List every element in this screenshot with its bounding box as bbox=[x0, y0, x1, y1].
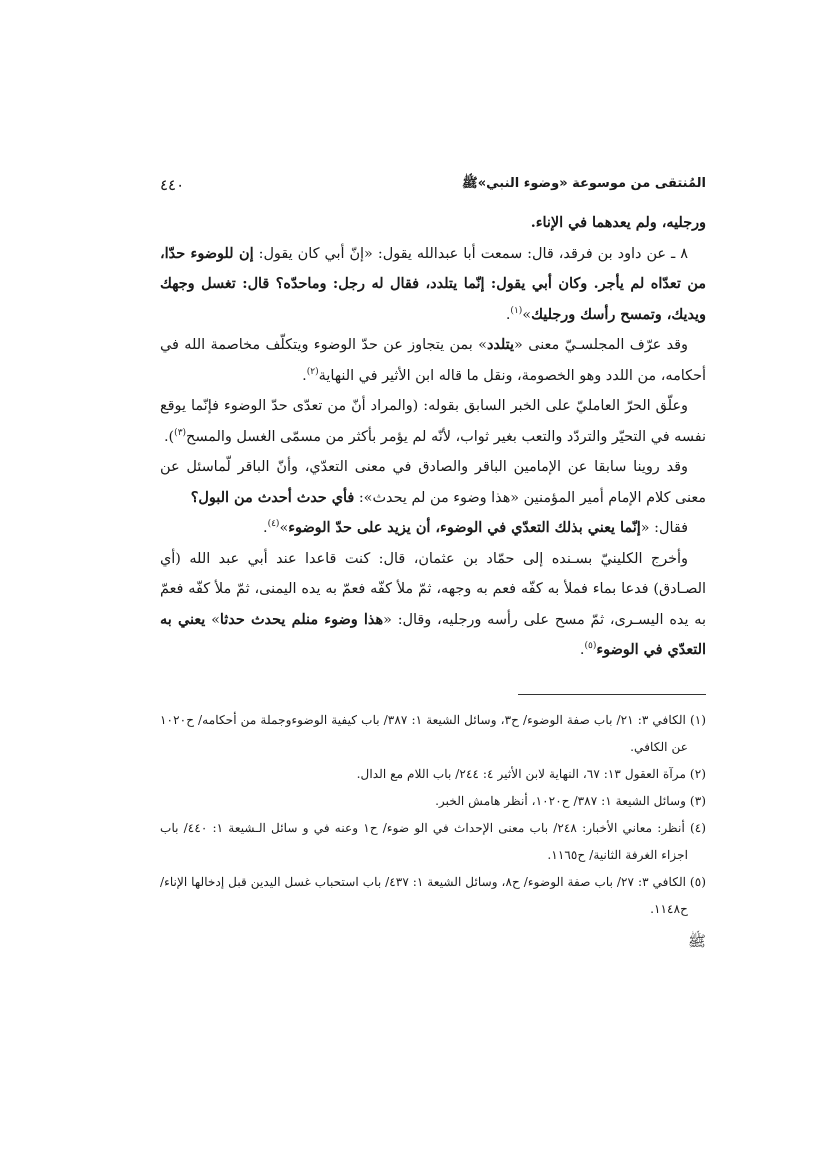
footnote-4 bbox=[160, 815, 706, 869]
bold-span: يتلدد bbox=[486, 336, 515, 353]
header-title: المُنتقى من موسوعة «وضوء النبي»ﷺ bbox=[462, 176, 706, 191]
footnotes bbox=[160, 707, 706, 923]
footnote-3 bbox=[160, 788, 706, 815]
text-span: » bbox=[279, 520, 289, 536]
footnote-number: (٣) bbox=[689, 793, 706, 808]
footnote-text: وسائل الشيعة ١: ٣٨٧/ ح١٠٢٠، أنظر هامش الخبر. bbox=[435, 793, 687, 808]
text-span: . bbox=[302, 367, 307, 384]
text-span: » bbox=[522, 306, 532, 323]
footnote-number: (٢) bbox=[689, 766, 706, 781]
text-span: وقد روينا سابقا عن الإمامين الباقر والصادق في معنى التعدّي، وأنّ الباقر لّماسئل عن معنى كلام الإمام أمير المؤمنين «هذا وضوء من لم يحدث»: bbox=[160, 459, 706, 506]
footnote-ref[interactable]: (٢) bbox=[306, 366, 319, 377]
paragraph-5 bbox=[160, 452, 706, 513]
footnote-ref[interactable]: (٤) bbox=[267, 519, 280, 530]
footnote-number: (١) bbox=[689, 712, 707, 727]
footnote-ref[interactable]: (٣) bbox=[174, 427, 187, 438]
bold-span: يعني به التعدّي في الوضوء bbox=[160, 610, 706, 658]
footnote-text: أنظر: معاني الأخبار: ٢٤٨/ باب معنى الإحداث في الو ضوء/ ح١ وعنه في و سائل الـشيعة ١: ٤٤٠/ باب اجزاء الغرفة الثانية/ ح١١٦٥. bbox=[160, 820, 688, 862]
text-span: » bbox=[205, 611, 220, 628]
text-span: ٨ ـ عن داود بن فرقد، قال: سمعت أبا عبدالله يقول: «إنّ أبي كان يقول: bbox=[253, 245, 688, 262]
footnote-1 bbox=[160, 707, 706, 761]
footnote-2 bbox=[160, 761, 706, 788]
paragraph-3 bbox=[160, 330, 706, 391]
text-span: وعلّق الحرّ العامليّ على الخبر السابق بقوله: (والمراد أنّ من تعدّى حدّ الوضوء فإنّما يوقع نفسه في التحيّر والتردّد والتعب بغير ثواب، لأنّه لم يؤمر بأكثر من مسمّى الغسل والمسح bbox=[160, 398, 706, 445]
bold-span: ورجليه، ولم يعدهما في الإناء. bbox=[530, 214, 706, 231]
footnote-number: (٥) bbox=[689, 874, 706, 889]
bold-span: إنّما يعني بذلك التعدّي في الوضوء، أن يزيد على حدّ الوضوء bbox=[288, 519, 641, 536]
paragraph-6 bbox=[160, 513, 706, 544]
paragraph-1 bbox=[160, 208, 706, 239]
footnote-ref[interactable]: (٥) bbox=[584, 641, 597, 652]
footnote-number: (٤) bbox=[689, 820, 707, 835]
paragraph-7 bbox=[160, 544, 706, 666]
text-span: » بمن يتجاوز عن حدّ الوضوء ويتكلّف مخاصمة الله في أحكامه، من اللدد وهو الخصومة، ونقل ما قاله ابن الأثير في النهاية bbox=[160, 337, 706, 384]
bold-span: إن للوضوء حدّا، من تعدّاه لم يأجر. وكان أبي يقول: إنّما يتلدد، فقال له رجل: وماحدّه؟ قال: تغسل وجهك ويديك، وتمسح رأسك ورجليك bbox=[160, 244, 706, 323]
text-span: . bbox=[505, 306, 511, 323]
text-span: ). bbox=[163, 428, 175, 445]
footnote-5 bbox=[160, 869, 706, 923]
main-text bbox=[160, 208, 706, 666]
page bbox=[160, 175, 706, 951]
footnote-text: الكافي ٣: ٢١/ باب صفة الوضوء/ ح٣، وسائل الشيعة ١: ٣٨٧/ باب كيفية الوضوءوجملة من أحكامه/ ح١٠٢٠ عن الكافي. bbox=[160, 712, 688, 754]
running-header bbox=[160, 175, 706, 194]
footnote-text: مرآة العقول ١٣: ٦٧، النهاية لابن الأثير ٤: ٢٤٤/ باب اللام مع الدال. bbox=[356, 766, 687, 781]
paragraph-4 bbox=[160, 391, 706, 452]
text-span: فقال: « bbox=[640, 520, 688, 536]
footnote-ref[interactable]: (١) bbox=[510, 305, 523, 316]
bold-span: هذا وضوء منلم يحدث حدثا bbox=[219, 610, 384, 628]
footnote-divider bbox=[518, 694, 706, 695]
tail-ornament-mark: ﷺ bbox=[687, 931, 706, 950]
text-span: . bbox=[262, 520, 268, 536]
paragraph-2 bbox=[160, 239, 706, 331]
text-span: . bbox=[579, 642, 585, 658]
text-span: وأخرج الكلينيّ بسـنده إلى حمّاد بن عثمان، قال: كنت قاعدا عند أبي عبد الله (أي الصـادق) فدعا بماء فملأ به كفّه فعم به وجهه، ثمّ ملأ كفّه فعمّ به يده اليمنى، ثمّ ملأ كفّه فعمّ به يده اليسـرى، ثمّ مسح على رأسه ورجليه، وقال: « bbox=[160, 550, 706, 628]
text-span: وقد عرّف المجلسـيّ معنى « bbox=[514, 337, 688, 353]
bold-span: فأي حدث أحدث من البول؟ bbox=[190, 488, 355, 506]
footnote-text: الكافي ٣: ٢٧/ باب صفة الوضوء/ ح٨، وسائل الشيعة ١: ٤٣٧/ باب استحباب غسل اليدين قبل إدخالها الإناء/ ح١١٤٨. bbox=[160, 874, 688, 916]
page-number: ٤٤٠ bbox=[160, 175, 185, 194]
